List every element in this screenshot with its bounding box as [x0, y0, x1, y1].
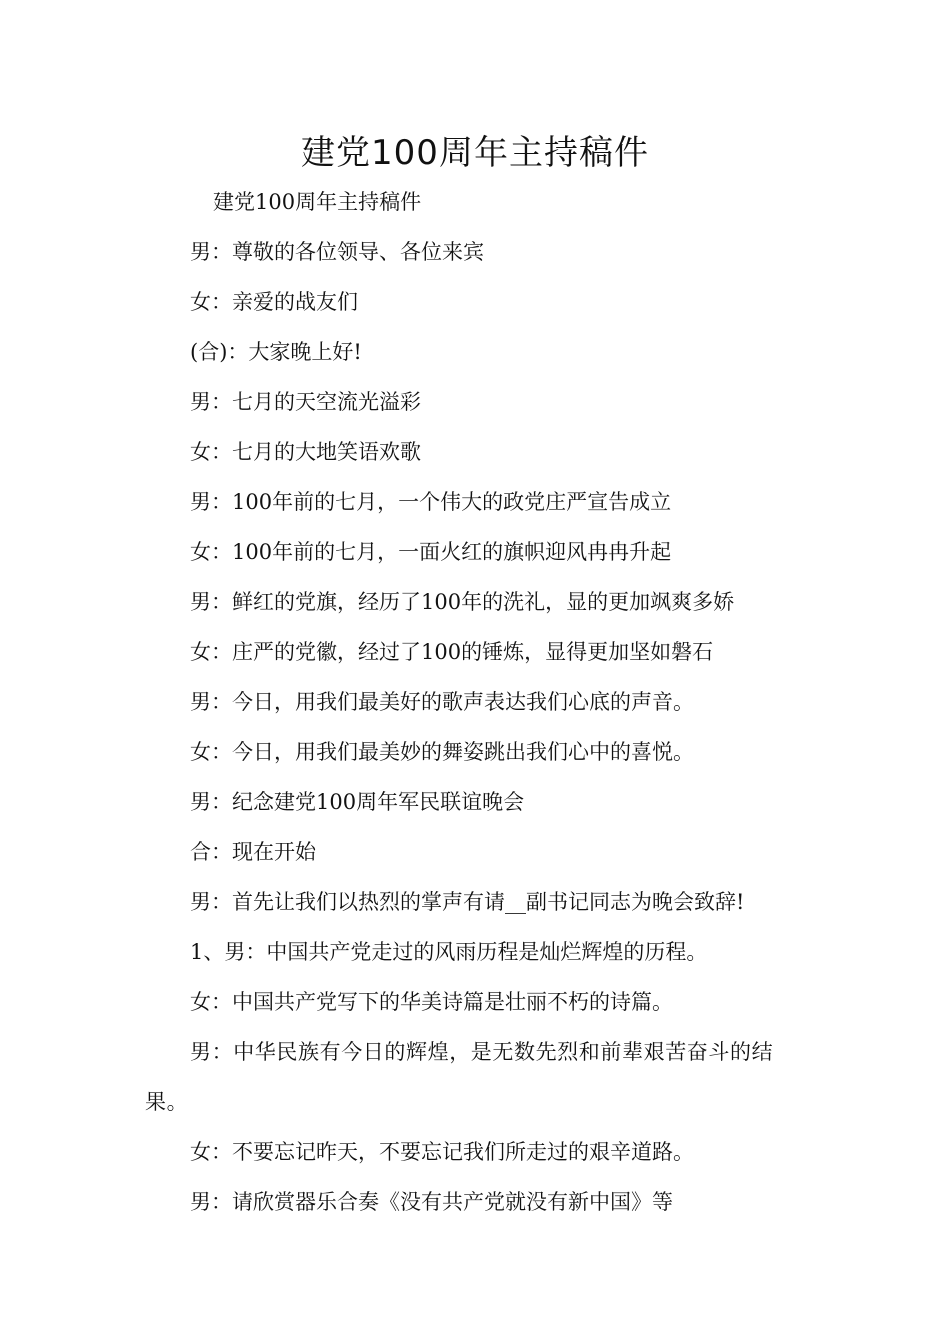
- paragraph: 女：100年前的七月，一面火红的旗帜迎风冉冉升起: [190, 540, 672, 564]
- paragraph: 女：今日，用我们最美妙的舞姿跳出我们心中的喜悦。: [190, 740, 694, 764]
- paragraph: 女：七月的大地笑语欢歌: [190, 440, 421, 464]
- paragraph: 男：纪念建党100周年军民联谊晚会: [190, 790, 525, 814]
- paragraph: 男：鲜红的党旗，经历了100年的洗礼，显的更加飒爽多娇: [190, 590, 735, 614]
- paragraph: 男：中华民族有今日的辉煌，是无数先烈和前辈艰苦奋斗的结果。: [145, 1040, 774, 1114]
- paragraph: 男：100年前的七月，一个伟大的政党庄严宣告成立: [190, 490, 672, 514]
- document-title: 建党100周年主持稿件: [301, 133, 649, 173]
- paragraph: (合)：大家晚上好!: [190, 340, 362, 364]
- paragraph: 男：尊敬的各位领导、各位来宾: [190, 240, 484, 264]
- paragraph: 男：首先让我们以热烈的掌声有请__副书记同志为晚会致辞!: [190, 890, 745, 914]
- document-body: [145, 177, 815, 1227]
- paragraph: 男：七月的天空流光溢彩: [190, 390, 421, 414]
- paragraph: 女：不要忘记昨天，不要忘记我们所走过的艰辛道路。: [190, 1140, 694, 1164]
- paragraph: 女：亲爱的战友们: [190, 290, 358, 314]
- paragraph: 女：中国共产党写下的华美诗篇是壮丽不朽的诗篇。: [190, 990, 673, 1014]
- paragraph: 合：现在开始: [190, 840, 316, 864]
- paragraph: 男：今日，用我们最美好的歌声表达我们心底的声音。: [190, 690, 694, 714]
- paragraph: 女：庄严的党徽，经过了100的锤炼，显得更加坚如磐石: [190, 640, 714, 664]
- paragraph: 1、男：中国共产党走过的风雨历程是灿烂辉煌的历程。: [190, 940, 708, 964]
- document-subtitle: 建党100周年主持稿件: [213, 190, 422, 214]
- paragraph: 男：请欣赏器乐合奏《没有共产党就没有新中国》等: [190, 1190, 673, 1214]
